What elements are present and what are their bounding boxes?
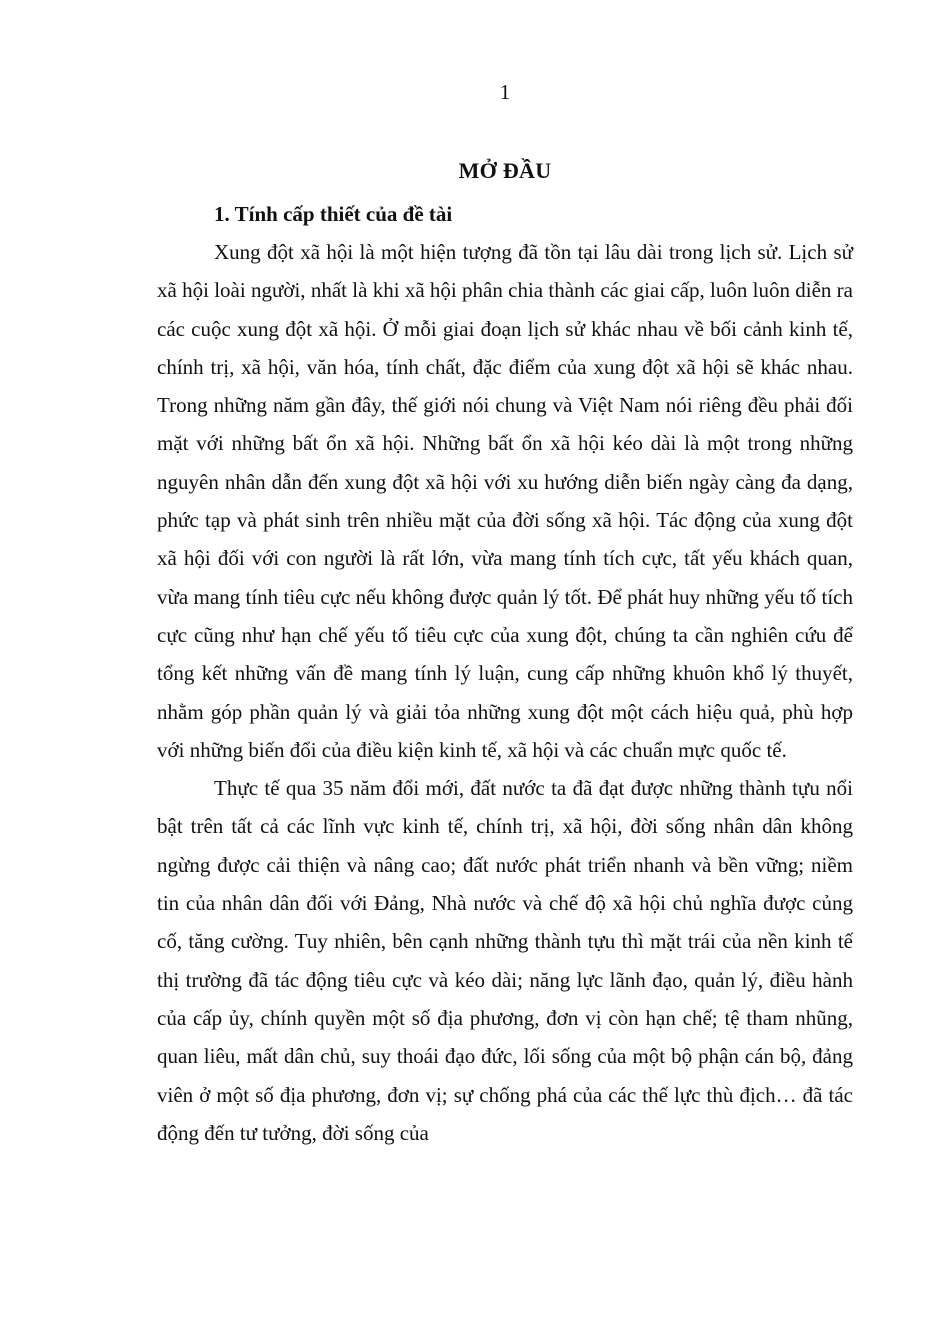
page-number: 1 — [499, 80, 511, 104]
page-title: MỞ ĐẦU — [458, 158, 552, 183]
paragraph-1: Xung đột xã hội là một hiện tượng đã tồn tại lâu dài trong lịch sử. Lịch sử xã hội loài người, nhất là khi xã hội phân chia thành các giai cấp, luôn luôn diễn ra các cuộc xung đột xã hội. Ở mỗi giai đoạn lịch sử khác nhau về bối cảnh kinh tế, chính trị, xã hội, văn hóa, tính chất, đặc điểm của xung đột xã hội sẽ khác nhau. Trong những năm gần đây, thế giới nói chung và Việt Nam nói riêng đều phải đối mặt với những bất ổn xã hội. Những bất ổn xã hội kéo dài là một trong những nguyên nhân dẫn đến xung đột xã hội với xu hướng diễn biến ngày càng đa dạng, phức tạp và phát sinh trên nhiều mặt của đời sống xã hội. Tác động của xung đột xã hội đối với con người là rất lớn, vừa mang tính tích cực, tất yếu khách quan, vừa mang tính tiêu cực nếu không được quản lý tốt. Để phát huy những yếu tố tích cực cũng như hạn chế yếu tố tiêu cực của xung đột, chúng ta cần nghiên cứu để tổng kết những vấn đề mang tính lý luận, cung cấp những khuôn khổ lý thuyết, nhằm góp phần quản lý và giải tỏa những xung đột một cách hiệu quả, phù hợp với những biến đổi của điều kiện kinh tế, xã hội và các chuẩn mực quốc tế. — [157, 240, 853, 762]
body-text — [157, 233, 853, 1152]
section-heading: 1. Tính cấp thiết của đề tài — [214, 202, 453, 226]
paragraph-2: Thực tế qua 35 năm đổi mới, đất nước ta đã đạt được những thành tựu nổi bật trên tất cả các lĩnh vực kinh tế, chính trị, xã hội, đời sống nhân dân không ngừng được cải thiện và nâng cao; đất nước phát triển nhanh và bền vững; niềm tin của nhân dân đối với Đảng, Nhà nước và chế độ xã hội chủ nghĩa được củng cố, tăng cường. Tuy nhiên, bên cạnh những thành tựu thì mặt trái của nền kinh tế thị trường đã tác động tiêu cực và kéo dài; năng lực lãnh đạo, quản lý, điều hành của cấp ủy, chính quyền một số địa phương, đơn vị còn hạn chế; tệ tham nhũng, quan liêu, mất dân chủ, suy thoái đạo đức, lối sống của một bộ phận cán bộ, đảng viên ở một số địa phương, đơn vị; sự chống phá của các thế lực thù địch… đã tác động đến tư tưởng, đời sống của — [157, 776, 853, 1145]
